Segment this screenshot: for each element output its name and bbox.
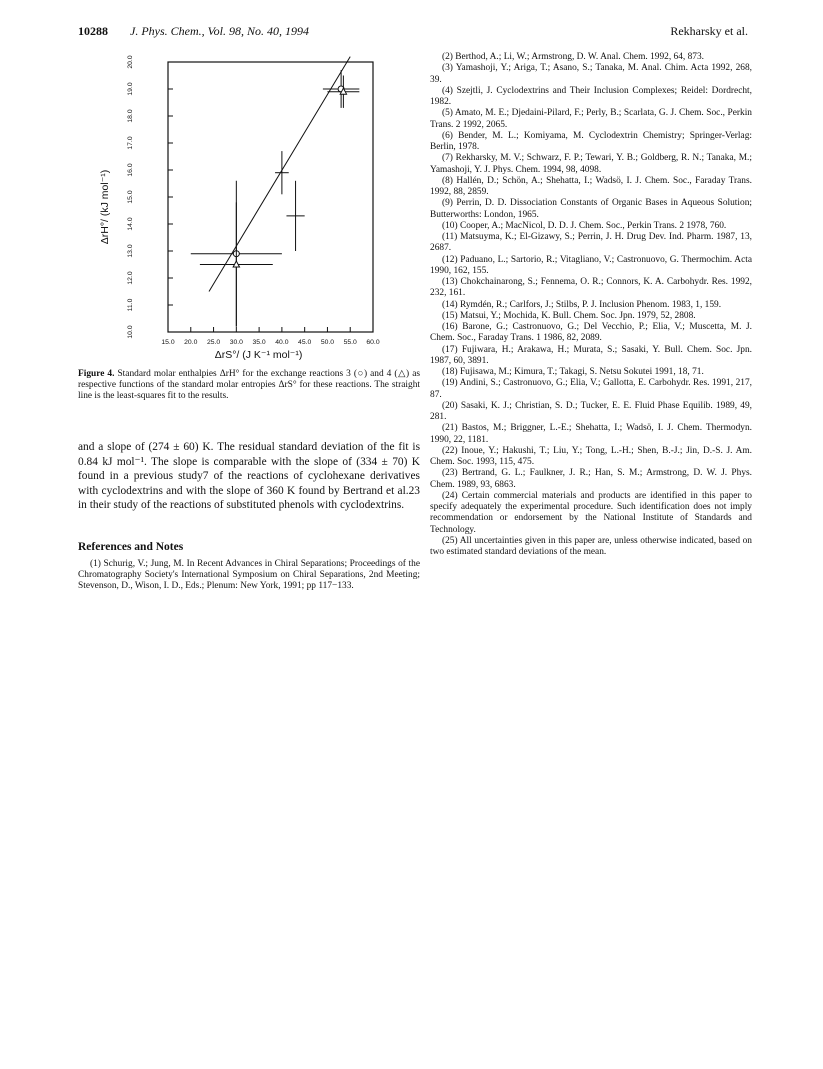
reference-item: (4) Szejtli, J. Cyclodextrins and Their Inclusion Complexes; Reidel: Dordrecht, 1982. [430, 85, 752, 107]
figure-caption-text: Standard molar enthalpies ΔrH° for the exchange reactions 3 (○) and 4 (△) as respective functions of the standard molar entropies ΔrS° for these reactions. The straight line is the least-squares fit to the results. [78, 369, 420, 402]
reference-item: (1) Schurig, V.; Jung, M. In Recent Advances in Chiral Separations; Proceedings of the Chromatography Society's International Symposium on Chiral Separations, 2nd Meeting; Stevenson, D., Wison, I. D., Eds.; Plenum: New York, 1991; pp 117−133. [78, 559, 420, 592]
reference-item: (16) Barone, G.; Castronuovo, G.; Del Vecchio, P.; Elia, V.; Muscetta, M. J. Chem. Soc., Faraday Trans. 1 1986, 82, 2089. [430, 322, 752, 344]
x-tick-label: 60.0 [366, 339, 380, 346]
reference-item: (22) Inoue, Y.; Hakushi, T.; Liu, Y.; Tong, L.-H.; Shen, B.-J.; Jin, D.-S. J. Am. Chem. Soc. 1993, 115, 475. [430, 445, 752, 467]
plot-frame [168, 62, 373, 332]
running-authors: Rekharsky et al. [670, 24, 748, 38]
reference-item: (15) Matsui, Y.; Mochida, K. Bull. Chem. Soc. Jpn. 1979, 52, 2808. [442, 310, 696, 321]
reference-item: (7) Rekharsky, M. V.; Schwarz, F. P.; Tewari, Y. B.; Goldberg, R. N.; Tanaka, M.; Yamashoji, Y. J. Phys. Chem. 1994, 98, 4098. [430, 153, 752, 175]
x-tick-label: 55.0 [343, 339, 357, 346]
y-tick-label: 14.0 [127, 217, 134, 231]
x-tick-label: 40.0 [275, 339, 289, 346]
reference-item: (11) Matsuyma, K.; El-Gizawy, S.; Perrin, J. H. Drug Dev. Ind. Pharm. 1987, 13, 2687. [430, 232, 752, 254]
y-tick-label: 18.0 [127, 109, 134, 123]
figure-label: Figure 4. [78, 369, 115, 379]
y-tick-label: 12.0 [127, 271, 134, 285]
reference-item: (3) Yamashoji, Y.; Ariga, T.; Asano, S.; Tanaka, M. Anal. Chim. Acta 1992, 268, 39. [430, 63, 752, 85]
x-tick-label: 50.0 [320, 339, 335, 346]
reference-item: (10) Cooper, A.; MacNicol, D. D. J. Chem. Soc., Perkin Trans. 2 1978, 760. [442, 220, 727, 231]
page-header [78, 24, 748, 40]
reference-item: (23) Bertrand, G. L.; Faulkner, J. R.; Han, S. M.; Armstrong, D. W. J. Phys. Chem. 1989, 93, 6863. [430, 468, 752, 490]
reference-item: (13) Chokchainarong, S.; Fennema, O. R.; Connors, K. A. Carbohydr. Res. 1992, 232, 161. [430, 277, 752, 299]
x-tick-label: 25.0 [206, 339, 221, 346]
figure-4 [78, 50, 420, 362]
reference-item: (14) Rymdén, R.; Carlfors, J.; Stilbs, P. J. Inclusion Phenom. 1983, 1, 159. [442, 299, 722, 310]
figure-caption [78, 369, 420, 403]
x-tick-label: 20.0 [184, 339, 198, 346]
x-axis-label: ΔrS°/ (J K⁻¹ mol⁻¹) [214, 349, 303, 361]
reference-item: (5) Amato, M. E.; Djedaini-Pilard, F.; Perly, B.; Scarlata, G. J. Chem. Soc., Perkin Trans. 2 1992, 2065. [430, 108, 752, 130]
right-column [430, 52, 752, 558]
body-text [78, 440, 420, 513]
y-tick-label: 20.0 [127, 55, 134, 69]
y-tick-label: 16.0 [127, 163, 134, 177]
reference-item: (19) Andini, S.; Castronuovo, G.; Elia, V.; Gallotta, E. Carbohydr. Res. 1991, 217, 87. [430, 378, 752, 400]
x-tick-label: 30.0 [229, 339, 243, 346]
reference-item: (25) All uncertainties given in this paper are, unless otherwise indicated, based on two estimated standard deviations of the mean. [430, 535, 752, 557]
reference-item: (20) Sasaki, K. J.; Christian, S. D.; Tucker, E. E. Fluid Phase Equilib. 1989, 49, 281. [430, 400, 752, 422]
reference-item: (9) Perrin, D. D. Dissociation Constants of Organic Bases in Aqueous Solution; Butterworths: London, 1965. [430, 198, 752, 220]
reference-1 [78, 559, 420, 593]
y-axis-label: ΔrH°/ (kJ mol⁻¹) [99, 169, 111, 245]
y-tick-label: 17.0 [127, 136, 134, 150]
references-heading: References and Notes [78, 541, 184, 553]
reference-item: (17) Fujiwara, H.; Arakawa, H.; Murata, S.; Sasaki, Y. Bull. Chem. Soc. Jpn. 1987, 60, 3891. [430, 344, 752, 366]
reference-item: (6) Bender, M. L.; Komiyama, M. Cyclodextrin Chemistry; Springer-Verlag: Berlin, 1978. [430, 130, 752, 152]
y-tick-label: 10.0 [127, 325, 134, 339]
reference-item: (21) Bastos, M.; Briggner, L.-E.; Shehatta, I.; Wadsö, I. J. Chem. Thermodyn. 1990, 22, 1181. [430, 423, 752, 445]
x-tick-label: 45.0 [298, 339, 312, 346]
reference-item: (18) Fujisawa, M.; Kimura, T.; Takagi, S. Netsu Sokutei 1991, 18, 71. [442, 367, 704, 377]
reference-item: (12) Paduano, L.; Sartorio, R.; Vitagliano, V.; Castronuovo, G. Thermochim. Acta 1990, 162, 155. [430, 254, 752, 276]
x-tick-label: 35.0 [252, 339, 266, 346]
fit-line [209, 57, 350, 292]
left-column [78, 50, 420, 362]
reference-item: (8) Hallén, D.; Schön, A.; Shehatta, I.; Wadsö, I. J. Chem. Soc., Faraday Trans. 1992, 88, 2859. [430, 175, 752, 197]
reference-item: (24) Certain commercial materials and products are identified in this paper to specify adequately the experimental procedure. Such identification does not imply recommendation or endorsement by the National Institute of Standards and Technology. [430, 490, 752, 535]
body-paragraph: and a slope of (274 ± 60) K. The residual standard deviation of the fit is 0.84 kJ mol⁻¹. The slope is comparable with the slope of (334 ± 70) K found in a previous study7 of the reactions of cyclohexane derivatives with cyclodextrins and with the slope of 360 K found by Bertrand et al.23 in their study of the reactions of substituted phenols with cyclodextrins. [78, 441, 420, 512]
reference-list [430, 52, 752, 558]
y-tick-label: 13.0 [127, 244, 134, 258]
y-tick-label: 11.0 [127, 298, 134, 312]
y-tick-label: 15.0 [127, 190, 134, 204]
reference-item: (2) Berthod, A.; Li, W.; Armstrong, D. W. Anal. Chem. 1992, 64, 873. [442, 52, 704, 62]
x-tick-label: 15.0 [161, 339, 175, 346]
enthalpy-entropy-chart [78, 50, 420, 362]
page-number: 10288 [78, 24, 108, 38]
journal-citation: J. Phys. Chem., Vol. 98, No. 40, 1994 [130, 24, 309, 38]
y-tick-label: 19.0 [127, 82, 134, 96]
